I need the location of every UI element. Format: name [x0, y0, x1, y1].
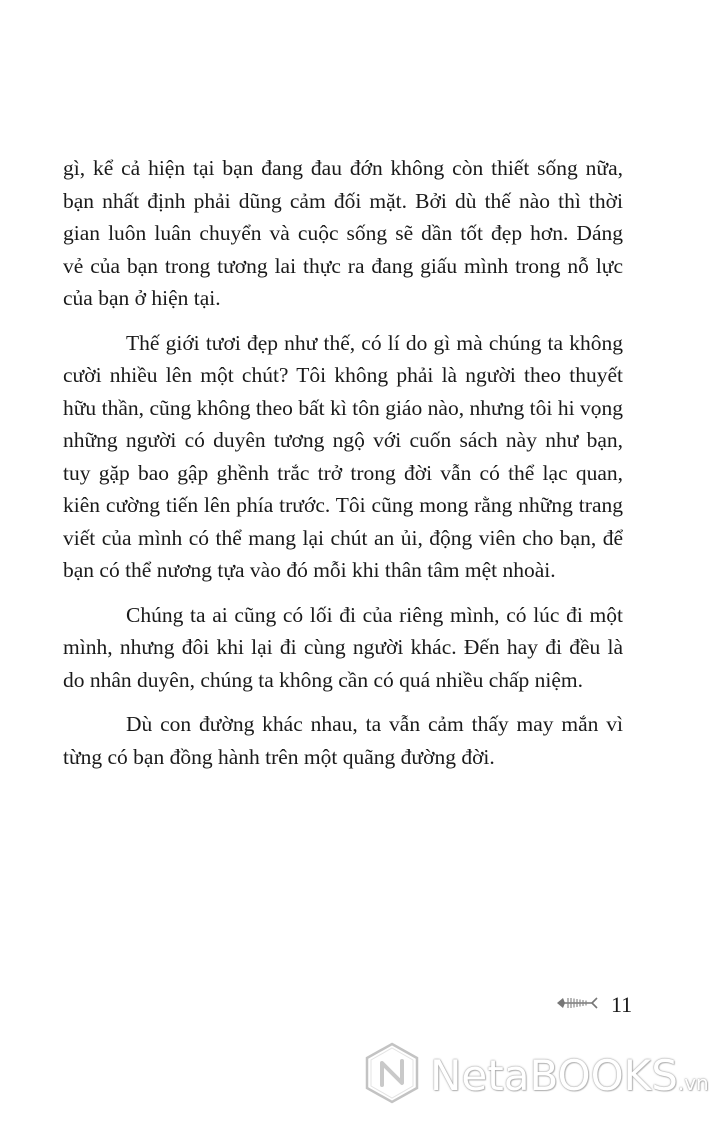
text-line: bạn nhất định phải dũng cảm đối mặt. Bởi dù thế nào thì thời — [63, 188, 623, 213]
paragraph-2 — [63, 327, 623, 587]
text-line: bạn có thể nương tựa vào đó mỗi khi thân tâm mệt nhoài. — [63, 558, 556, 582]
text-line: tuy gặp bao gập ghềnh trắc trở trong đời vẫn có thể lạc quan, — [63, 460, 623, 485]
text-line: viết của mình có thể mang lại chút an ủi, động viên cho bạn, để — [63, 525, 623, 550]
text-line: Thế giới tươi đẹp như thế, có lí do gì mà chúng ta không — [126, 330, 623, 355]
paragraph-4 — [63, 708, 623, 773]
watermark-text: NetaBOOKS.vn — [430, 1050, 709, 1100]
body-text — [63, 152, 623, 785]
text-line: vẻ của bạn trong tương lai thực ra đang giấu mình trong nỗ lực — [63, 253, 623, 278]
text-line: mình, nhưng đôi khi lại đi cùng người khác. Đến hay đi đều là — [63, 635, 623, 659]
fish-bone-icon — [555, 995, 599, 1016]
text-line: Chúng ta ai cũng có lối đi của riêng mình, có lúc đi một — [126, 602, 623, 627]
text-line: kiên cường tiến lên phía trước. Tôi cũng mong rằng những trang — [63, 493, 623, 517]
text-line: từng có bạn đồng hành trên một quãng đường đời. — [63, 744, 495, 769]
page-footer — [555, 990, 632, 1020]
paragraph-1 — [63, 152, 623, 315]
text-line: của bạn ở hiện tại. — [63, 286, 221, 310]
text-line: do nhân duyên, chúng ta không cần có quá nhiều chấp niệm. — [63, 667, 584, 692]
text-line: những người có duyên tương ngộ với cuốn sách này như bạn, — [63, 428, 623, 452]
text-line: gì, kể cả hiện tại bạn đang đau đớn không còn thiết sống nữa, — [63, 156, 623, 180]
netabooks-logo-icon — [362, 1041, 422, 1110]
text-line: Dù con đường khác nhau, ta vẫn cảm thấy may mắn vì — [126, 712, 623, 736]
text-line: hữu thần, cũng không theo bất kì tôn giáo nào, nhưng tôi hi vọng — [63, 395, 623, 420]
text-line: cười nhiều lên một chút? Tôi không phải là người theo thuyết — [63, 363, 623, 387]
page-number: 11 — [611, 992, 633, 1017]
netabooks-watermark — [362, 1043, 709, 1107]
paragraph-3 — [63, 599, 623, 697]
text-line: gian luôn luân chuyển và cuộc sống sẽ dần tốt đẹp hơn. Dáng — [63, 221, 623, 245]
